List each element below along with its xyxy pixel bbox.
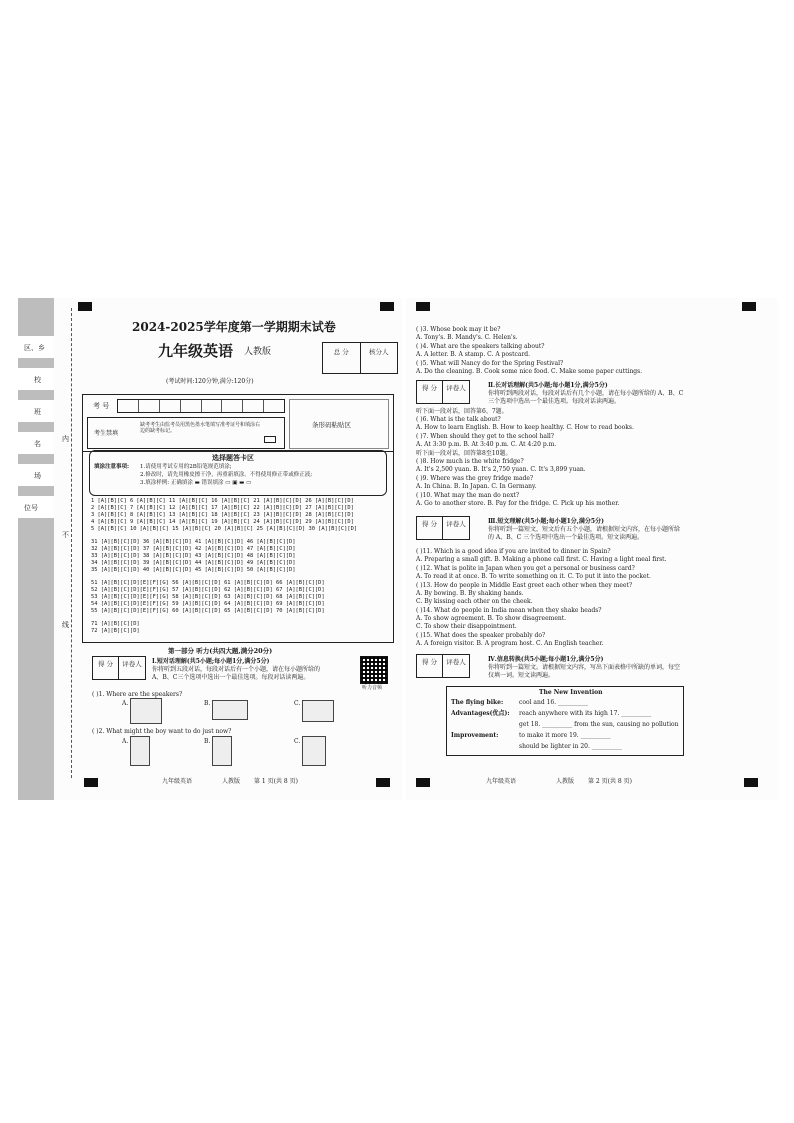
binding-cell: 位号 [18,496,54,518]
candidate-notice-box [87,417,285,449]
exam-title: 2024-2025学年度第一学期期末试卷 [132,320,336,334]
table-title: The New Invention [539,689,603,696]
table-row-text[interactable]: to make it more 19. __________ [519,732,611,739]
footer-subject: 九年级英语 [486,778,517,785]
question-line: ( )7. When should they get to the school hall? [416,433,555,440]
answer-row[interactable]: 51 [A][B][C][D][E][F][G] 56 [A][B][C][D] 61 [A][B][C][D] 66 [A][B][C][D] [91,580,325,586]
answer-row[interactable]: 32 [A][B][C][D] 37 [A][B][C][D] 42 [A][B][C][D] 47 [A][B][C][D] [91,546,296,552]
absent-mark-box[interactable] [264,436,276,443]
answer-row[interactable]: 35 [A][B][C][D] 40 [A][B][C][D] 45 [A][B][C][D] 50 [A][B][C][D] [91,567,296,573]
table-row-label: Advantages(优点): [451,710,510,717]
fill-notice-line: 2.修改时，请先用橡皮擦干净，再重新填涂。不得使用修正带或修正液; [140,472,313,478]
question-line: ( )14. What do people in India mean when they shake heads? [416,607,602,614]
answer-row[interactable]: 72 [A][B][C][D] [91,628,140,634]
binding-side-char: 内 [62,435,69,443]
option-line: C. By kissing each other on the cheek. [416,598,533,605]
fill-notice-label: 填涂注意事项: [94,464,130,470]
question-line: ( )3. Whose book may it be? [416,326,501,333]
option-image-c [302,700,334,722]
edition-label: 人教版 [244,347,272,357]
answer-row[interactable]: 71 [A][B][C][D] [91,621,140,627]
table-row-label: The flying bike: [451,699,504,706]
binding-strip [18,298,54,800]
question-line: ( )15. What does the speaker probably do? [416,632,546,639]
info-transfer-table [446,686,684,756]
answer-row[interactable]: 54 [A][B][C][D][E][F][G] 59 [A][B][C][D] 64 [A][B][C][D] 69 [A][B][C][D] [91,601,325,607]
section-score-box: 得 分 评卷人 [416,654,470,678]
section-2-desc: 你将听到两段对话，每段对话后有几个小题，请在每小题所给的 A、B、C [488,390,684,397]
section-score-box: 得 分 评卷人 [92,656,146,680]
question-line: ( )4. What are the speakers talking about? [416,343,545,350]
registration-mark [416,302,430,311]
registration-mark [380,302,394,311]
answer-row[interactable]: 55 [A][B][C][D][E][F][G] 60 [A][B][C][D] 65 [A][B][C][D] 70 [A][B][C][D] [91,608,325,614]
section-1-desc: 你将听到五段对话，每段对话后有一个小题，请在每小题所给的 [152,666,321,673]
registration-mark [78,302,92,311]
answer-card-header [89,450,387,496]
part-title: 第一部分 听力(共四大题,满分20分) [168,647,273,655]
table-row-label: Improvement: [451,732,499,739]
option-line: A. A letter. B. A stamp. C. A postcard. [416,351,531,358]
section-3-desc: 你将听到一篇短文，短文后有五个小题，请根据短文内容，在每小题所给 [488,526,681,533]
registration-mark [84,778,98,787]
answer-row[interactable]: 31 [A][B][C][D] 36 [A][B][C][D] 41 [A][B][C][D] 46 [A][B][C][D] [91,539,296,545]
section-4-desc: 仅填一词。短文读两遍。 [488,672,555,679]
candidate-notice-label: 考生禁填 [94,430,119,437]
cut-line [71,308,72,778]
footer-subject: 九年级英语 [162,778,193,785]
candidate-notice: 缺考考生由监考员用黑色墨水笔填写准考证号和填涂右边的缺考标记。 [140,422,261,434]
option-line: A. In China. B. In Japan. C. In Germany. [416,483,537,490]
section-score-box: 得 分 评卷人 [416,380,470,404]
fill-notice-line: 3.填涂样例: 正确填涂 ▬ 错误填涂 ▭ ▣ ▬ ▭ [140,480,252,486]
binding-side-char: 线 [62,621,69,629]
exam-info: (考试时间:120分钟,满分:120分) [166,378,254,385]
question-line: ( )5. What will Nancy do for the Spring Festival? [416,360,564,367]
section-2-desc: 三个选项中选出一个最佳选项。每段对话读两遍。 [488,398,621,405]
binding-cell: 区、乡 [18,336,54,358]
section-3-desc: 的 A、B、C 三个选项中选出一个最佳选项。短文读两遍。 [488,534,644,541]
total-score-box [322,342,398,374]
question-2: ( )2. What might the boy want to do just now? [92,728,232,735]
question-line: ( )9. Where was the grey fridge made? [416,475,534,482]
registration-mark [744,778,758,787]
section-4-desc: 你将听到一篇短文。请根据短文内容，写出下面表格中所缺的单词，每空 [488,664,681,671]
option-line: A. It's 2,500 yuan. B. It's 2,750 yuan. C. It's 3,899 yuan. [416,466,586,473]
answer-row[interactable]: 33 [A][B][C][D] 38 [A][B][C][D] 43 [A][B][C][D] 48 [A][B][C][D] [91,553,296,559]
answer-row[interactable]: 1 [A][B][C] 6 [A][B][C] 11 [A][B][C] 16 [A][B][C] 21 [A][B][C][D] 26 [A][B][C][D] [91,498,354,504]
answer-row[interactable]: 4 [A][B][C] 9 [A][B][C] 14 [A][B][C] 19 [A][B][C] 24 [A][B][C][D] 29 [A][B][C][D] [91,519,354,525]
registration-mark [416,778,430,787]
question-line: ( )8. How much is the white fridge? [416,458,524,465]
option-line: A. How to learn English. B. How to keep healthy. C. How to read books. [416,424,634,431]
option-image-a [130,736,150,766]
option-line: A. Tony's. B. Mandy's. C. Helen's. [416,334,518,341]
question-line: ( )12. What is polite in Japan when you get a personal or business card? [416,565,635,572]
dialog-instruction: 听下面一段对话，回答第8至10题。 [416,450,512,457]
answer-row[interactable]: 3 [A][B][C] 8 [A][B][C] 13 [A][B][C] 18 [A][B][C] 23 [A][B][C][D] 28 [A][B][C][D] [91,512,354,518]
question-line: ( )10. What may the man do next? [416,492,520,499]
binding-side-char: 不 [62,531,69,539]
option-line: A. To show agreement. B. To show disagreement. [416,615,567,622]
answer-row[interactable]: 5 [A][B][C] 10 [A][B][C] 15 [A][B][C] 20 [A][B][C] 25 [A][B][C][D] 30 [A][B][C][D] [91,526,358,532]
option-line: A. A foreign visitor. B. A program host. C. An English teacher. [416,640,604,647]
total-score-header: 总 分 [323,343,361,373]
option-line: C. To show their disappointment. [416,623,517,630]
subject-title: 九年级英语 [158,342,234,360]
binding-cell: 场 [18,464,54,486]
answer-card [82,450,394,643]
exam-page-1: 区、乡 校 班 名 场 位号 内 不 线 2024-2025学年度第一学期期末试卷 九年级英语 人教版 总 分 核分人 (考试时间:120分钟,满分:120分) 考 号 考生禁填 缺考考生由监考员用黑色墨水笔填写准考证号和填涂右边的缺考标记。 条形码粘贴区 选择题答卡区 填涂注意事项: 1.请使用考试专用的2B铅笔规范填涂; 2.修改时，请先用橡皮擦干净，再重新填涂。不得使用修正带或修正液; 3.填涂样例: 正确填涂 ▬ 错误填涂 ▭ ▣ ▬ ▭ 1 [A][B][C] 6 [A][B][C] 11 [A][B][C] 16 [A][B][C] 21 [A][B][C][D] 26 [A][B][C][D] 2 [A][B][C] 7 [A][B][C] 12 [A][B][C] 17 [A][B][C] 22 [A][B][C][D] 27 [A][B][C][D] 3 [A][B][C] 8 [A][B][C] 13 [A][B][C] 18 [A][B][C] 23 [A][B][C][D] 28 [A][B][C][D] 4 [A][B][C] 9 [A][B][C] 14 [A][B][C] 19 [A][B][C] 24 [A][B][C][D] 29 [A][B][C][D] 5 [A][B][C] 10 [A][B][C] 15 [A][B][C] 20 [A][B][C] 25 [A][B][C][D] 30 [A][B][C][D] 31 [A][B][C][D] 36 [A][B][C][D] 41 [A][B][C][D] 46 [A][B][C][D] 32 [A][B][C][D] 37 [A][B][C][D] 42 [A][B][C][D] 47 [A][B][C][D] 33 [A][B][C][D] 38 [A][B][C][D] 43 [A][B][C][D] 48 [A][B][C][D] 34 [A][B][C][D] 39 [A][B][C][D] 44 [A][B][C][D] 49 [A][B][C][D] 35 [A][B][C][D] 40 [A][B][C][D] 45 [A][B][C][D] 50 [A][B][C][D] 51 [A][B][C][D][E][F][G] 56 [A][B][C][D] 61 [A][B][C][D] 66 [A][B][C][D] 52 [A][B][C][D][E][F][G] 57 [A][B][C][D] 62 [A][B][C][D] 67 [A][B][C][D] 53 [A][B][C][D][E][F][G] 58 [A][B][C][D] 63 [A][B][C][D] 68 [A][B][C][D] 54 [A][B][C][D][E][F][G] 59 [A][B][C][D] 64 [A][B][C][D] 69 [A][B][C][D] 55 [A][B][C][D][E][F][G] 60 [A][B][C][D] 65 [A][B][C][D] 70 [A][B][C][D] 71 [A][B][C][D] 72 [A][B][C][D] 第一部分 听力(共四大题,满分20分) 得 分 评卷人 Ⅰ.短对话理解(共5小题;每小题1分,满分5分) 你将听到五段对话，每段对话后有一个小题，请在每小题所给的 A、B、C三个选项中选出一个最佳选项。每段对话读两遍。 听力音频 ( )1. Where are the speakers? A. B. C. ( )2. What might the boy want to do just now? A. B. C. 九年级英语 人教版 第 1 页(共 8 页) [18,298,402,800]
registration-mark [742,302,756,311]
answer-card-title: 选择题答卡区 [212,454,254,462]
option-image-b [212,736,232,766]
question-line: ( )13. How do people in Middle East greet each other when they meet? [416,582,633,589]
exam-page-2 [406,298,778,800]
section-2-title: Ⅱ.长对话理解(共5小题;每小题1分,满分5分) [488,382,608,389]
section-score-box: 得 分 评卷人 [416,516,470,540]
table-row-text[interactable]: should be lighter in 20. __________ [519,743,622,750]
table-row-text[interactable]: cool and 16. __________ [519,699,589,706]
section-1-desc: A、B、C三个选项中选出一个最佳选项。每段对话读两遍。 [152,674,310,681]
answer-row[interactable]: 53 [A][B][C][D][E][F][G] 58 [A][B][C][D] 63 [A][B][C][D] 68 [A][B][C][D] [91,594,325,600]
answer-row[interactable]: 34 [A][B][C][D] 39 [A][B][C][D] 44 [A][B][C][D] 49 [A][B][C][D] [91,560,296,566]
option-line: A. Preparing a small gift. B. Making a phone call first. C. Having a light meal first. [416,556,667,563]
question-line: ( )6. What is the talk about? [416,416,501,423]
option-line: A. By bowing. B. By shaking hands. [416,590,524,597]
option-line: A. Go to another store. B. Pay for the fridge. C. Pick up his mother. [416,500,620,507]
footer-edition: 人教版 [222,778,241,785]
qr-caption: 听力音频 [362,685,383,691]
option-image-b [212,700,248,720]
section-1-title: Ⅰ.短对话理解(共5小题;每小题1分,满分5分) [152,658,270,665]
score-checker-header: 核分人 [369,348,389,356]
dialog-instruction: 听下面一段对话，回答第6、7题。 [416,408,508,415]
section-4-title: Ⅳ.信息转换(共5小题;每小题1分,满分5分) [488,656,604,663]
answer-row[interactable]: 2 [A][B][C] 7 [A][B][C] 12 [A][B][C] 17 [A][B][C] 22 [A][B][C][D] 27 [A][B][C][D] [91,505,354,511]
footer-page: 第 1 页(共 8 页) [254,778,298,785]
answer-row[interactable]: 52 [A][B][C][D][E][F][G] 57 [A][B][C][D] 62 [A][B][C][D] 67 [A][B][C][D] [91,587,325,593]
binding-cell: 校 [18,368,54,390]
question-1: ( )1. Where are the speakers? [92,691,183,698]
footer-edition: 人教版 [556,778,575,785]
barcode-area: 条形码粘贴区 [289,399,389,449]
candidate-number-boxes[interactable] [117,399,285,413]
footer-page: 第 2 页(共 8 页) [588,778,632,785]
qr-code[interactable] [360,656,388,684]
option-line: A. To read it at once. B. To write something on it. C. To put it into the pocket. [416,573,651,580]
question-line: ( )11. Which is a good idea if you are invited to dinner in Spain? [416,548,611,555]
candidate-info-box [82,394,394,452]
binding-cell: 名 [18,432,54,454]
section-3-title: Ⅲ.短文理解(共5小题;每小题1分,满分5分) [488,518,604,525]
option-image-a [130,698,162,724]
table-row-text[interactable]: get 18. __________ from the sun, causing no pollution [519,721,679,728]
table-row-text[interactable]: reach anywhere with its high 17. __________ [519,710,652,717]
option-image-c [302,736,326,766]
fill-notice-line: 1.请使用考试专用的2B铅笔规范填涂; [140,464,232,470]
candidate-number-label: 考 号 [93,402,110,410]
binding-cell: 班 [18,400,54,422]
option-line: A. At 3:30 p.m. B. At 3:40 p.m. C. At 4:20 p.m. [416,441,557,448]
registration-mark [376,778,390,787]
option-line: A. Do the cleaning. B. Cook some nice food. C. Make some paper cuttings. [416,368,643,375]
